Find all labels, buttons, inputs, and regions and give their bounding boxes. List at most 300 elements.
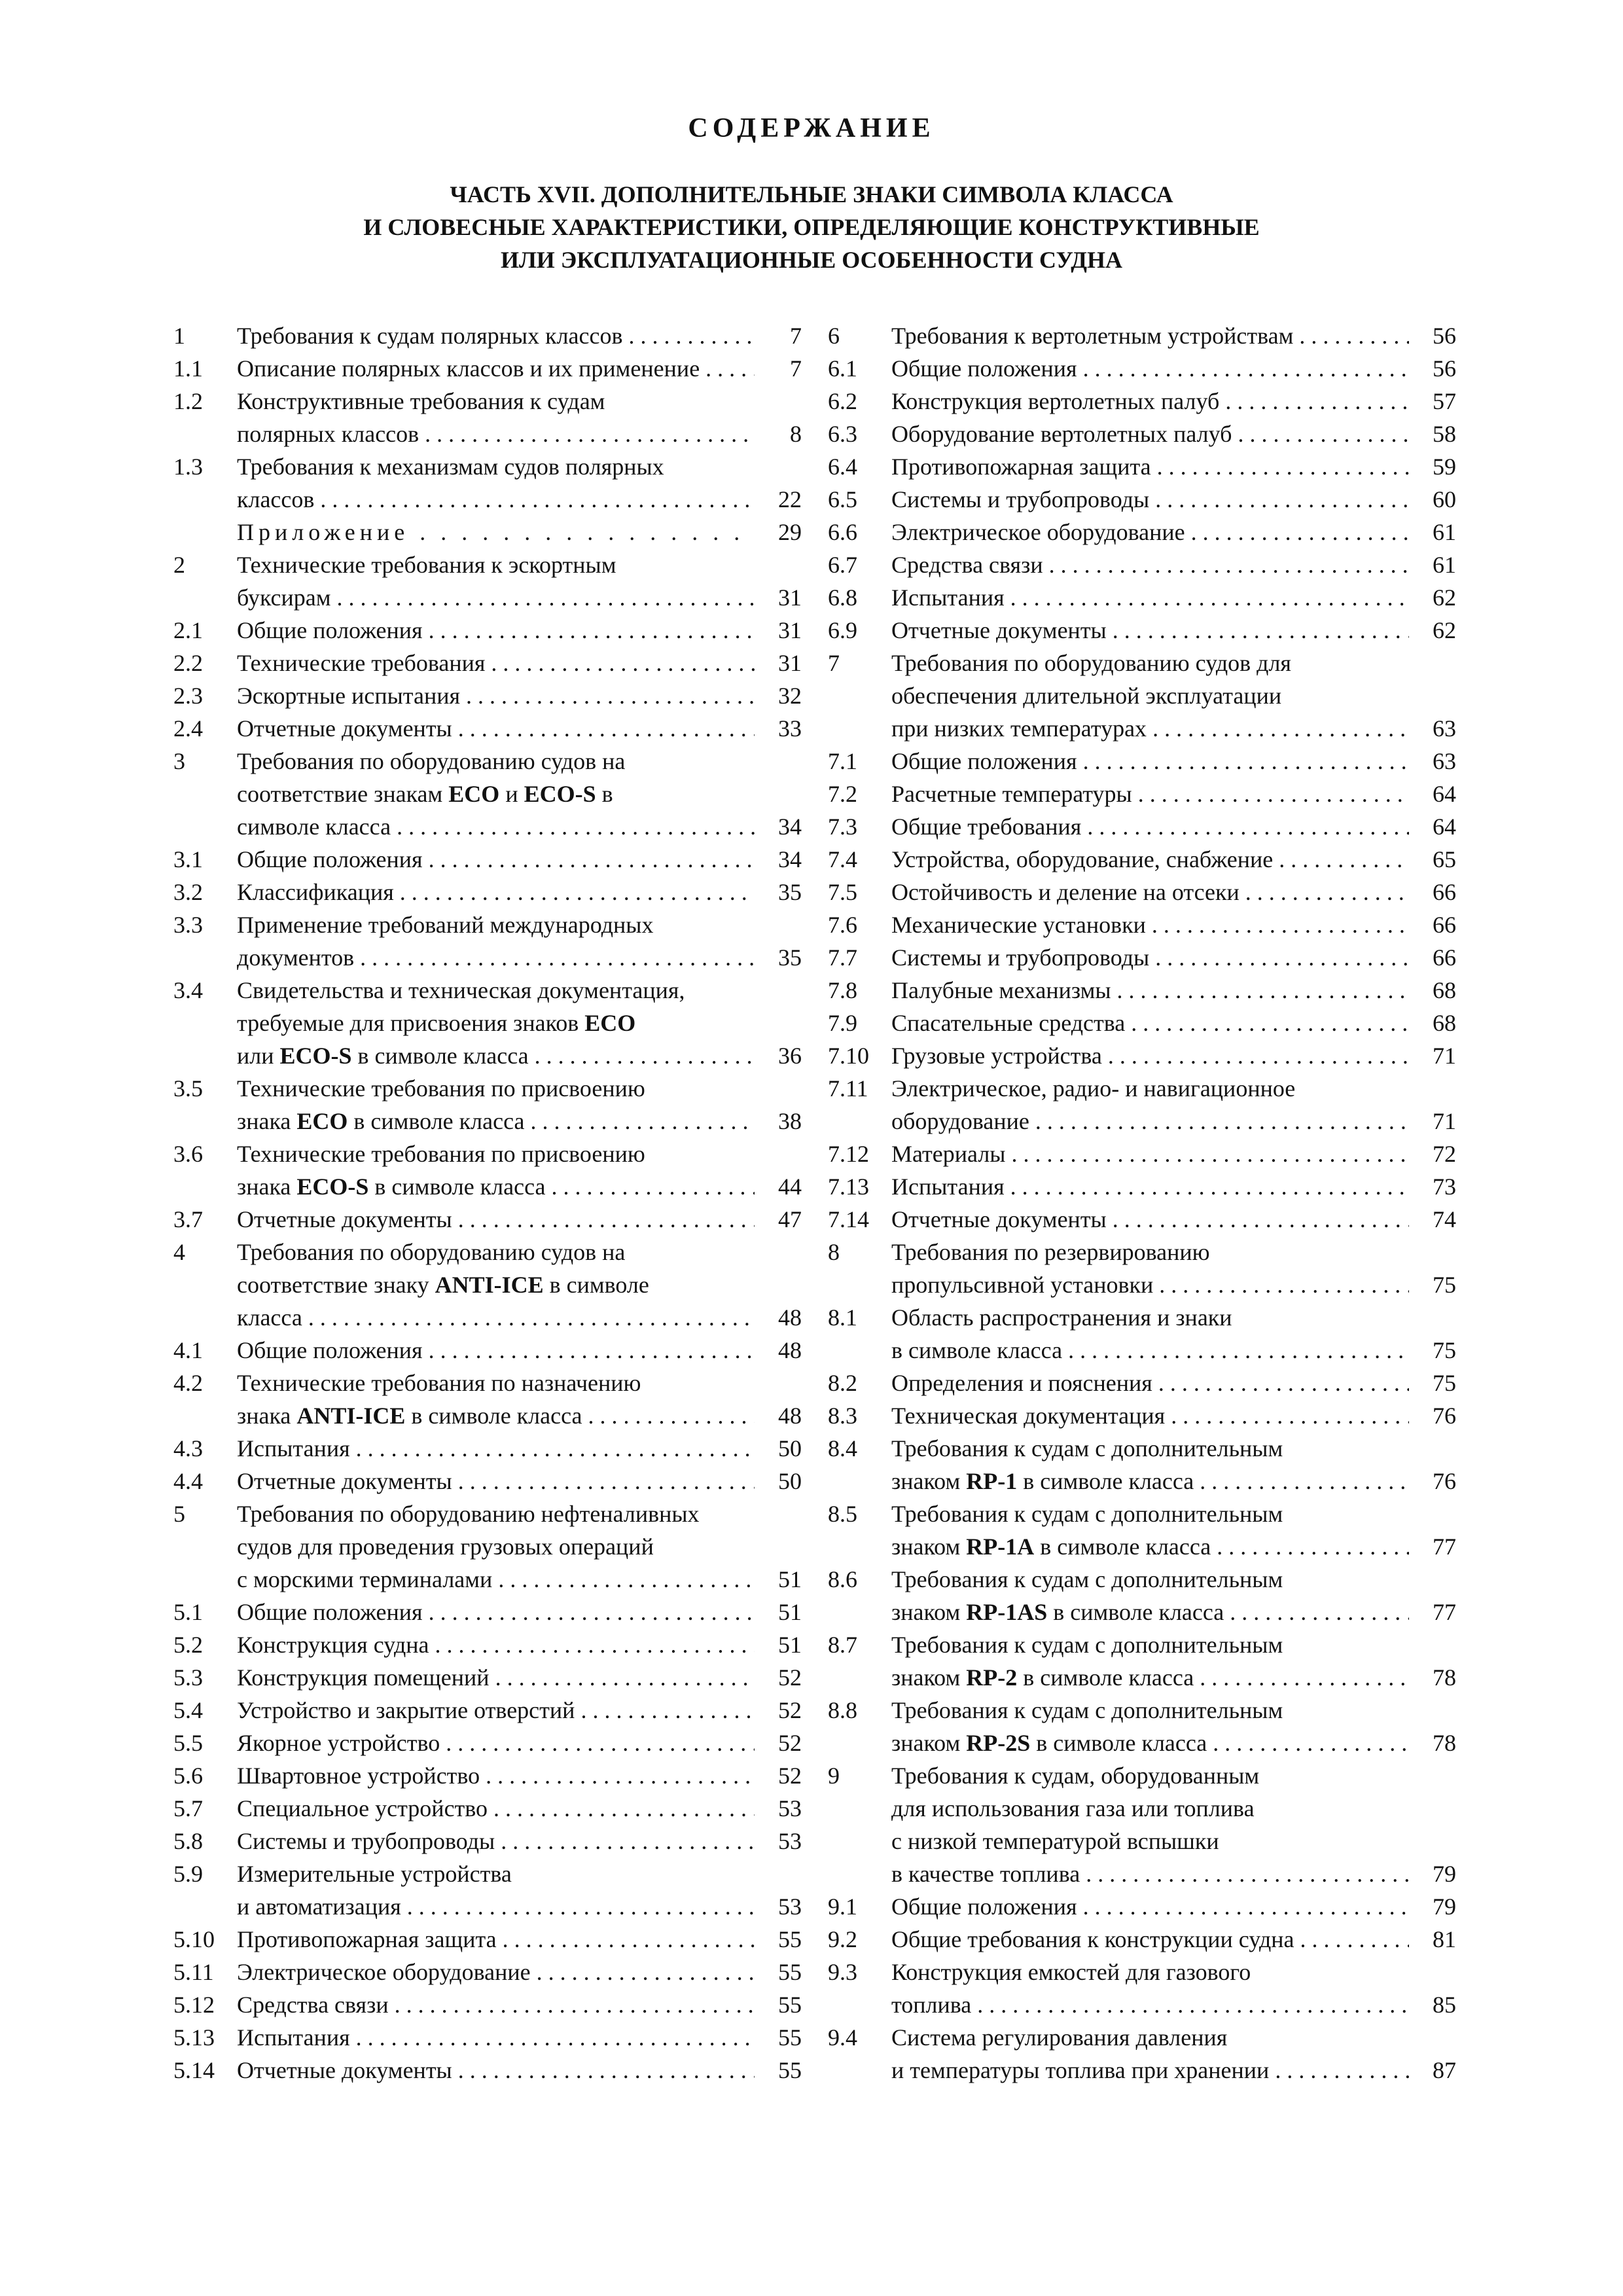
toc-entry-title: Конструктивные требования к судам: [237, 388, 605, 414]
toc-entry-number: 8.1: [828, 1304, 857, 1331]
toc-entry[interactable]: [173, 810, 802, 843]
toc-entry-number: 7.2: [828, 781, 857, 807]
toc-entry[interactable]: [173, 1399, 802, 1432]
toc-entry-page: 51: [778, 1599, 802, 1625]
toc-entry-title: требуемые для присвоения знаков ECO: [237, 1010, 636, 1036]
toc-entry-page: 48: [778, 1403, 802, 1429]
toc-entry[interactable]: [173, 745, 802, 778]
toc-entry[interactable]: [828, 483, 1456, 516]
toc-entry-title: Требования к судам, оборудованным: [891, 1763, 1260, 1789]
toc-entry-number: 3.6: [173, 1141, 203, 1167]
toc-entry[interactable]: [173, 614, 802, 647]
toc-entry[interactable]: [828, 418, 1456, 450]
toc-entry-page: 68: [1433, 977, 1456, 1003]
toc-entry-title: Требования к судам с дополнительным: [891, 1501, 1283, 1527]
toc-entry-number: 6.9: [828, 617, 857, 643]
toc-entry-page: 53: [778, 1828, 802, 1854]
toc-entry-title: Средства связи . . .: [891, 548, 1409, 581]
toc-entry-page: 38: [778, 1108, 802, 1134]
toc-entry[interactable]: [828, 1039, 1456, 1072]
toc-entry[interactable]: [173, 516, 802, 548]
subtitle-line: И СЛОВЕСНЫЕ ХАРАКТЕРИСТИКИ, ОПРЕДЕЛЯЮЩИЕ КОНСТРУКТИВНЫЕ: [363, 214, 1260, 240]
toc-entry-title: Швартовное устройство . . .: [237, 1759, 755, 1792]
toc-entry[interactable]: [173, 1465, 802, 1498]
toc-entry-number: 1.1: [173, 355, 203, 382]
toc-entry-page: 52: [778, 1697, 802, 1723]
toc-entry[interactable]: [173, 1661, 802, 1694]
toc-entry-page: 7: [790, 355, 802, 382]
toc-entry[interactable]: [828, 1236, 1456, 1268]
toc-entry[interactable]: [828, 1072, 1456, 1105]
toc-entry-page: 64: [1433, 781, 1456, 807]
toc-entry[interactable]: [828, 1367, 1456, 1399]
toc-entry[interactable]: [173, 941, 802, 974]
toc-entry[interactable]: [173, 1727, 802, 1759]
toc-entry-title: Определения и пояснения . . .: [891, 1367, 1409, 1399]
subtitle-line: ИЛИ ЭКСПЛУАТАЦИОННЫЕ ОСОБЕННОСТИ СУДНА: [500, 247, 1123, 273]
toc-entry-number: 2.4: [173, 715, 203, 742]
toc-entry-title: топлива . . .: [891, 1988, 1409, 2021]
toc-entry-number: 3.4: [173, 977, 203, 1003]
toc-entry-number: 8.3: [828, 1403, 857, 1429]
toc-entry[interactable]: [173, 778, 802, 810]
toc-entry-number: 3.3: [173, 912, 203, 938]
toc-entry-title: Отчетные документы . . .: [237, 1203, 755, 1236]
toc-entry-page: 66: [1433, 944, 1456, 971]
toc-entry-number: 2.1: [173, 617, 203, 643]
toc-entry-title: Требования к судам полярных классов . . .: [237, 319, 755, 352]
toc-entry-number: 8: [828, 1239, 840, 1265]
toc-entry-page: 72: [1433, 1141, 1456, 1167]
toc-entry-number: 5.13: [173, 2024, 215, 2051]
toc-entry-page: 74: [1433, 1206, 1456, 1232]
toc-entry-page: 76: [1433, 1468, 1456, 1494]
toc-entry-number: 7.8: [828, 977, 857, 1003]
toc-entry[interactable]: [173, 1170, 802, 1203]
toc-entry-title: Грузовые устройства . . .: [891, 1039, 1409, 1072]
toc-entry-title: Испытания . . .: [237, 1432, 755, 1465]
toc-entry-page: 79: [1433, 1893, 1456, 1920]
toc-entry-page: 60: [1433, 486, 1456, 512]
toc-entry[interactable]: [173, 1367, 802, 1399]
toc-entry-number: 7.4: [828, 846, 857, 872]
toc-entry-title: документов . . .: [237, 941, 755, 974]
part-subtitle: [0, 178, 1623, 276]
toc-entry-page: 56: [1433, 323, 1456, 349]
toc-entry-title: соответствие знаку ANTI-ICE в символе: [237, 1272, 649, 1298]
toc-entry[interactable]: [173, 1039, 802, 1072]
toc-entry-page: 63: [1433, 748, 1456, 774]
toc-entry-title: Требования по оборудованию нефтеналивных: [237, 1501, 700, 1527]
toc-entry[interactable]: [828, 1596, 1456, 1628]
toc-entry-title: Остойчивость и деление на отсеки . . .: [891, 876, 1409, 908]
toc-entry[interactable]: [173, 548, 802, 581]
toc-entry-number: 5.3: [173, 1664, 203, 1691]
toc-entry-title: Общие положения . . .: [891, 1890, 1409, 1923]
toc-entry-title: Общие положения . . .: [237, 614, 755, 647]
toc-entry[interactable]: [173, 1432, 802, 1465]
toc-entry-number: 9.4: [828, 2024, 857, 2051]
toc-entry-number: 6.4: [828, 454, 857, 480]
toc-entry[interactable]: [828, 1661, 1456, 1694]
toc-entry[interactable]: [828, 450, 1456, 483]
toc-entry-title: Технические требования . . .: [237, 647, 755, 679]
toc-entry[interactable]: [828, 1956, 1456, 1988]
toc-entry[interactable]: [173, 1596, 802, 1628]
toc-entry-title: Система регулирования давления: [891, 2024, 1228, 2051]
toc-entry-number: 7.7: [828, 944, 857, 971]
toc-entry-title: знака ECO-S в символе класса . . .: [237, 1170, 755, 1203]
toc-entry[interactable]: [173, 352, 802, 385]
toc-entry-page: 52: [778, 1730, 802, 1756]
toc-entry[interactable]: [173, 1759, 802, 1792]
toc-entry-page: 50: [778, 1468, 802, 1494]
toc-entry-title: Общие требования . . .: [891, 810, 1409, 843]
toc-entry[interactable]: [828, 1923, 1456, 1956]
toc-entry-page: 33: [778, 715, 802, 742]
toc-entry-title: Оборудование вертолетных палуб . . .: [891, 418, 1409, 450]
toc-entry[interactable]: [828, 319, 1456, 352]
toc-entry-title: Техническая документация . . .: [891, 1399, 1409, 1432]
toc-entry[interactable]: [828, 1268, 1456, 1301]
toc-entry[interactable]: [173, 712, 802, 745]
toc-entry-title: с морскими терминалами . . .: [237, 1563, 755, 1596]
toc-entry-number: 1.3: [173, 454, 203, 480]
toc-entry[interactable]: [828, 1727, 1456, 1759]
toc-entry[interactable]: [828, 1334, 1456, 1367]
toc-entry-number: 5.9: [173, 1861, 203, 1887]
toc-entry[interactable]: [173, 581, 802, 614]
toc-entry-title: Электрическое, радио- и навигационное: [891, 1075, 1296, 1102]
toc-entry[interactable]: [173, 319, 802, 352]
toc-entry[interactable]: [828, 974, 1456, 1007]
toc-entry-page: 78: [1433, 1730, 1456, 1756]
toc-entry-page: 56: [1433, 355, 1456, 382]
toc-entry-number: 7.12: [828, 1141, 869, 1167]
toc-entry-title: Общие положения . . .: [237, 843, 755, 876]
toc-entry-number: 4: [173, 1239, 185, 1265]
toc-entry[interactable]: [828, 1857, 1456, 1890]
toc-entry-page: 61: [1433, 519, 1456, 545]
toc-entry-number: 3.2: [173, 879, 203, 905]
toc-entry-page: 55: [778, 2024, 802, 2051]
toc-entry[interactable]: [828, 810, 1456, 843]
toc-entry-title: Конструкция судна . . .: [237, 1628, 755, 1661]
toc-entry-page: 77: [1433, 1599, 1456, 1625]
toc-entry-number: 3: [173, 748, 185, 774]
toc-entry-page: 31: [778, 617, 802, 643]
toc-entry-page: 51: [778, 1632, 802, 1658]
toc-entry-number: 6.5: [828, 486, 857, 512]
toc-entry-title: Свидетельства и техническая документация,: [237, 977, 685, 1003]
toc-entry[interactable]: [173, 2021, 802, 2054]
subtitle-line: ЧАСТЬ XVII. ДОПОЛНИТЕЛЬНЫЕ ЗНАКИ СИМВОЛА КЛАССА: [450, 181, 1173, 207]
toc-entry-page: 55: [778, 1959, 802, 1985]
toc-entry-title: знаком RP-1A в символе класса . . .: [891, 1530, 1409, 1563]
toc-entry-title: Противопожарная защита . . .: [891, 450, 1409, 483]
toc-entry[interactable]: [173, 1563, 802, 1596]
toc-entry[interactable]: [173, 450, 802, 483]
toc-entry-page: 55: [778, 1992, 802, 2018]
toc-entry-number: 7.14: [828, 1206, 869, 1232]
toc-entry[interactable]: [173, 1007, 802, 1039]
toc-entry-page: 87: [1433, 2057, 1456, 2083]
toc-entry-title: Требования по оборудованию судов на: [237, 1239, 626, 1265]
toc-entry-number: 5.11: [173, 1959, 214, 1985]
toc-entry-page: 79: [1433, 1861, 1456, 1887]
toc-entry[interactable]: [828, 1694, 1456, 1727]
toc-entry-number: 5.10: [173, 1926, 215, 1952]
toc-entry-title: обеспечения длительной эксплуатации: [891, 683, 1282, 709]
toc-entry-page: 7: [790, 323, 802, 349]
toc-entry[interactable]: [173, 1923, 802, 1956]
toc-entry[interactable]: [173, 483, 802, 516]
toc-entry[interactable]: [828, 1138, 1456, 1170]
toc-entry[interactable]: [828, 1825, 1456, 1857]
toc-entry[interactable]: [173, 418, 802, 450]
toc-entry-title: знаком RP-1 в символе класса . . .: [891, 1465, 1409, 1498]
toc-entry-title: Электрическое оборудование . . .: [891, 516, 1409, 548]
toc-entry-title: Общие положения . . .: [237, 1596, 755, 1628]
toc-entry-page: 52: [778, 1664, 802, 1691]
toc-entry-page: 66: [1433, 912, 1456, 938]
toc-entry-page: 29: [778, 519, 802, 545]
toc-entry-page: 35: [778, 879, 802, 905]
toc-entry[interactable]: [828, 581, 1456, 614]
toc-entry[interactable]: [828, 908, 1456, 941]
toc-entry-number: 5.8: [173, 1828, 203, 1854]
toc-entry-number: 2.2: [173, 650, 203, 676]
toc-entry[interactable]: [173, 1072, 802, 1105]
toc-entry-page: 53: [778, 1795, 802, 1821]
toc-entry[interactable]: [828, 647, 1456, 679]
toc-entry[interactable]: [828, 1432, 1456, 1465]
toc-entry-title: Классификация . . .: [237, 876, 755, 908]
toc-entry-page: 44: [778, 1174, 802, 1200]
toc-entry-number: 5.12: [173, 1992, 215, 2018]
toc-entry[interactable]: [173, 908, 802, 941]
toc-entry-title: для использования газа или топлива: [891, 1795, 1255, 1821]
toc-entry[interactable]: [828, 941, 1456, 974]
toc-entry-title: Спасательные средства . . .: [891, 1007, 1409, 1039]
toc-entry-number: 8.2: [828, 1370, 857, 1396]
toc-entry[interactable]: [828, 712, 1456, 745]
toc-entry-title: Отчетные документы . . .: [237, 2054, 755, 2087]
toc-entry[interactable]: [828, 516, 1456, 548]
toc-entry-title: Конструкция вертолетных палуб . . .: [891, 385, 1409, 418]
toc-entry-title: классов . . .: [237, 483, 755, 516]
toc-entry-title: Эскортные испытания . . .: [237, 679, 755, 712]
toc-entry[interactable]: [828, 843, 1456, 876]
toc-entry-title: знаком RP-1AS в символе класса . . .: [891, 1596, 1409, 1628]
toc-entry-page: 53: [778, 1893, 802, 1920]
toc-entry-number: 4.2: [173, 1370, 203, 1396]
toc-entry[interactable]: [828, 1988, 1456, 2021]
toc-entry[interactable]: [173, 1498, 802, 1530]
toc-entry[interactable]: [828, 745, 1456, 778]
toc-entry[interactable]: [173, 1825, 802, 1857]
toc-entry[interactable]: [828, 1628, 1456, 1661]
toc-entry-title: Общие положения . . .: [891, 352, 1409, 385]
toc-entry[interactable]: [173, 1334, 802, 1367]
toc-entry-title: Приложение . . .: [237, 516, 755, 548]
toc-entry[interactable]: [828, 1203, 1456, 1236]
toc-entry[interactable]: [828, 1007, 1456, 1039]
toc-entry[interactable]: [828, 1170, 1456, 1203]
toc-entry-title: Требования к вертолетным устройствам . . .: [891, 319, 1409, 352]
toc-entry-title: Общие положения . . .: [891, 745, 1409, 778]
toc-entry-number: 8.4: [828, 1435, 857, 1462]
toc-entry-number: 5: [173, 1501, 185, 1527]
toc-entry[interactable]: [828, 1890, 1456, 1923]
toc-entry-number: 7.9: [828, 1010, 857, 1036]
toc-entry[interactable]: [828, 2054, 1456, 2087]
toc-entry-page: 76: [1433, 1403, 1456, 1429]
toc-entry-page: 50: [778, 1435, 802, 1462]
toc-entry[interactable]: [173, 1203, 802, 1236]
toc-entry-page: 77: [1433, 1534, 1456, 1560]
toc-entry-title: Палубные механизмы . . .: [891, 974, 1409, 1007]
toc-entry-number: 5.6: [173, 1763, 203, 1789]
toc-entry[interactable]: [828, 1498, 1456, 1530]
toc-entry[interactable]: [828, 1563, 1456, 1596]
toc-entry-title: оборудование . . .: [891, 1105, 1409, 1138]
toc-entry-title: и автоматизация . . .: [237, 1890, 755, 1923]
toc-entry[interactable]: [173, 647, 802, 679]
page-title: СОДЕРЖАНИЕ: [688, 113, 935, 143]
toc-entry[interactable]: [173, 1792, 802, 1825]
toc-entry-title: Устройство и закрытие отверстий . . .: [237, 1694, 755, 1727]
toc-entry[interactable]: [173, 1236, 802, 1268]
toc-entry[interactable]: [828, 1530, 1456, 1563]
toc-entry-number: 6.8: [828, 584, 857, 611]
toc-entry-title: Отчетные документы . . .: [237, 1465, 755, 1498]
toc-entry-number: 5.1: [173, 1599, 203, 1625]
toc-entry[interactable]: [828, 1399, 1456, 1432]
toc-entry-title: Механические установки . . .: [891, 908, 1409, 941]
toc-entry-number: 3.7: [173, 1206, 203, 1232]
toc-entry-number: 5.4: [173, 1697, 203, 1723]
toc-entry-page: 55: [778, 1926, 802, 1952]
toc-entry[interactable]: [828, 679, 1456, 712]
toc-entry-title: в качестве топлива . . .: [891, 1857, 1409, 1890]
toc-entry[interactable]: [173, 1694, 802, 1727]
toc-entry-page: 65: [1433, 846, 1456, 872]
toc-entry[interactable]: [173, 2054, 802, 2087]
toc-entry-number: 4.4: [173, 1468, 203, 1494]
toc-entry-title: полярных классов . . .: [237, 418, 755, 450]
toc-entry-title: буксирам . . .: [237, 581, 755, 614]
toc-entry-page: 75: [1433, 1337, 1456, 1363]
toc-entry[interactable]: [173, 1138, 802, 1170]
toc-entry[interactable]: [173, 679, 802, 712]
toc-entry-title: Требования к механизмам судов полярных: [237, 454, 664, 480]
toc-entry-number: 9: [828, 1763, 840, 1789]
toc-entry[interactable]: [173, 1890, 802, 1923]
toc-entry[interactable]: [828, 548, 1456, 581]
toc-entry-number: 7.13: [828, 1174, 869, 1200]
toc-entry-number: 4.1: [173, 1337, 203, 1363]
toc-entry-title: Требования к судам с дополнительным: [891, 1632, 1283, 1658]
toc-entry-page: 8: [790, 421, 802, 447]
toc-entry-title: в символе класса . . .: [891, 1334, 1409, 1367]
toc-entry[interactable]: [828, 778, 1456, 810]
toc-entry-title: Технические требования по присвоению: [237, 1141, 645, 1167]
toc-entry[interactable]: [828, 1105, 1456, 1138]
toc-entry-page: 61: [1433, 552, 1456, 578]
toc-entry-title: Конструкция емкостей для газового: [891, 1959, 1251, 1985]
toc-entry[interactable]: [828, 876, 1456, 908]
toc-entry-title: и температуры топлива при хранении . . .: [891, 2054, 1409, 2087]
toc-entry[interactable]: [173, 1268, 802, 1301]
toc-entry-title: или ECO-S в символе класса . . .: [237, 1039, 755, 1072]
toc-entry-title: знаком RP-2 в символе класса . . .: [891, 1661, 1409, 1694]
toc-entry[interactable]: [173, 385, 802, 418]
toc-entry-title: Расчетные температуры . . .: [891, 778, 1409, 810]
toc-entry-number: 7.3: [828, 814, 857, 840]
toc-entry[interactable]: [828, 2021, 1456, 2054]
toc-entry-number: 6.6: [828, 519, 857, 545]
toc-entry-title: Технические требования по назначению: [237, 1370, 641, 1396]
toc-entry[interactable]: [828, 614, 1456, 647]
toc-entry[interactable]: [828, 1759, 1456, 1792]
toc-entry-page: 32: [778, 683, 802, 709]
toc-entry[interactable]: [173, 843, 802, 876]
toc-entry-number: 5.5: [173, 1730, 203, 1756]
toc-column-right: [828, 319, 1456, 2087]
toc-entry-page: 48: [778, 1304, 802, 1331]
toc-entry-title: Противопожарная защита . . .: [237, 1923, 755, 1956]
toc-entry-title: Отчетные документы . . .: [891, 614, 1409, 647]
toc-entry[interactable]: [173, 1628, 802, 1661]
toc-entry[interactable]: [173, 876, 802, 908]
toc-entry-page: 59: [1433, 454, 1456, 480]
toc-entry-title: Отчетные документы . . .: [237, 712, 755, 745]
toc-entry-title: Системы и трубопроводы . . .: [891, 941, 1409, 974]
toc-entry[interactable]: [828, 352, 1456, 385]
toc-entry[interactable]: [173, 1857, 802, 1890]
toc-entry[interactable]: [173, 1530, 802, 1563]
toc-entry-title: Системы и трубопроводы . . .: [237, 1825, 755, 1857]
toc-entry-number: 9.1: [828, 1893, 857, 1920]
toc-entry-title: знаком RP-2S в символе класса . . .: [891, 1727, 1409, 1759]
toc-entry-title: Устройства, оборудование, снабжение . . .: [891, 843, 1409, 876]
toc-entry-title: Средства связи . . .: [237, 1988, 755, 2021]
toc-entry[interactable]: [173, 1988, 802, 2021]
toc-entry[interactable]: [828, 1465, 1456, 1498]
toc-entry-page: 75: [1433, 1272, 1456, 1298]
toc-entry[interactable]: [173, 1956, 802, 1988]
toc-entry-page: 35: [778, 944, 802, 971]
toc-entry-number: 4.3: [173, 1435, 203, 1462]
toc-entry-number: 8.6: [828, 1566, 857, 1592]
toc-entry[interactable]: [173, 974, 802, 1007]
toc-entry-number: 7.11: [828, 1075, 868, 1102]
toc-entry[interactable]: [828, 1301, 1456, 1334]
toc-entry[interactable]: [173, 1105, 802, 1138]
toc-entry-number: 2.3: [173, 683, 203, 709]
toc-entry-title: класса . . .: [237, 1301, 755, 1334]
toc-entry-number: 6.2: [828, 388, 857, 414]
toc-entry[interactable]: [828, 1792, 1456, 1825]
toc-entry-title: с низкой температурой вспышки: [891, 1828, 1219, 1854]
toc-entry-number: 1: [173, 323, 185, 349]
toc-entry[interactable]: [828, 385, 1456, 418]
toc-entry-page: 68: [1433, 1010, 1456, 1036]
toc-entry-number: 6.7: [828, 552, 857, 578]
toc-entry[interactable]: [173, 1301, 802, 1334]
toc-entry-number: 7.1: [828, 748, 857, 774]
